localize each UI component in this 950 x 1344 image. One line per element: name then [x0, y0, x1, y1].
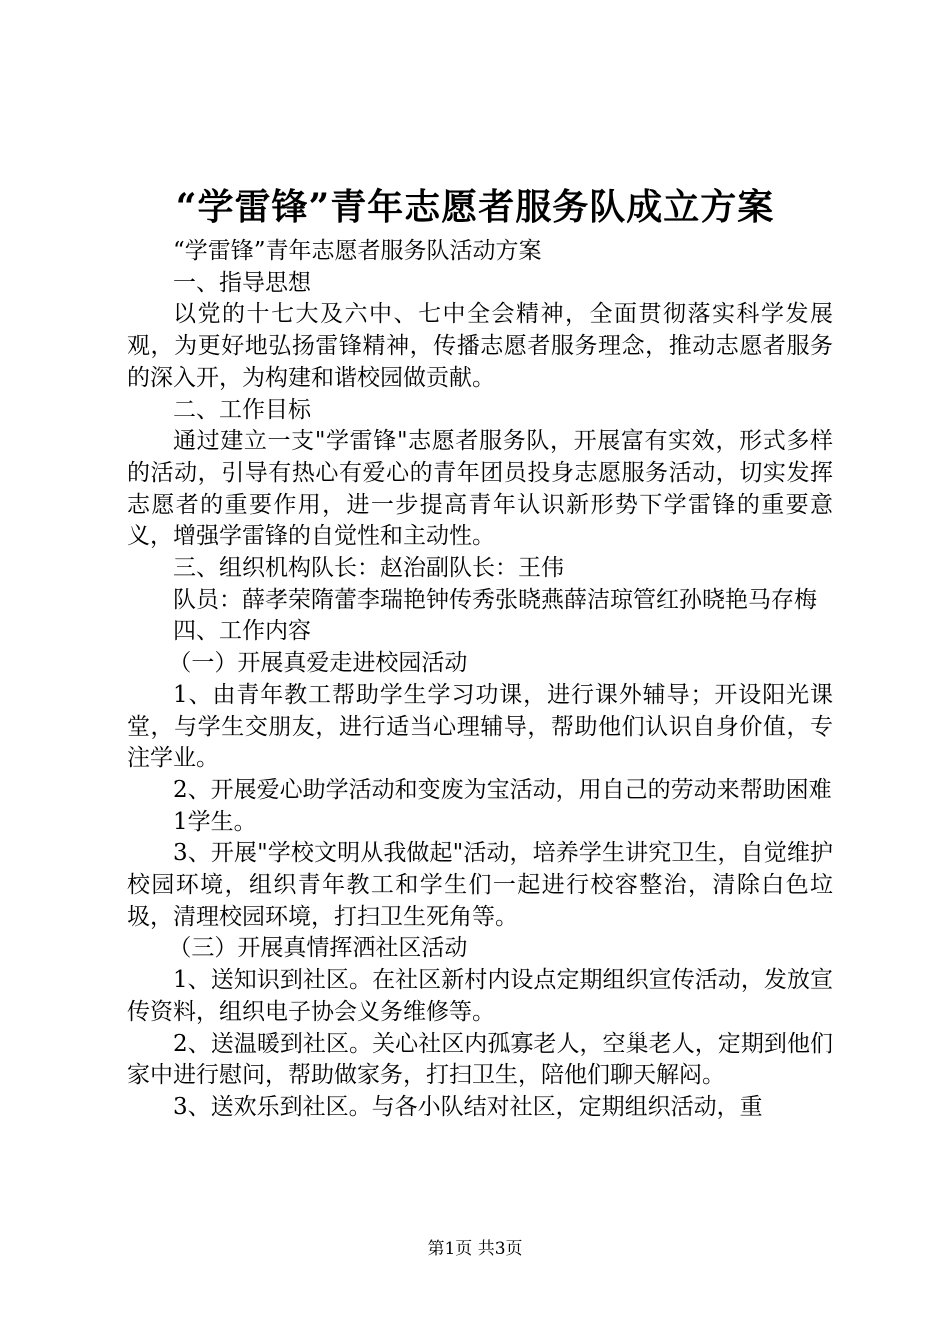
paragraph-community-item-3: 3、送欢乐到社区。与各小队结对社区，定期组织活动，重: [173, 1093, 763, 1120]
paragraph-community-item-1: 1、送知识到社区。在社区新村内设点定期组织宣传活动，发放宣传资料，组织电子协会义务维修等。: [127, 967, 833, 1025]
paragraph-campus-item-2: 2、开展爱心助学活动和变废为宝活动，用自己的劳动来帮助困难: [173, 776, 832, 803]
paragraph-community-item-2: 2、送温暖到社区。关心社区内孤寡老人，空巢老人，定期到他们家中进行慰问，帮助做家务，打扫卫生，陪他们聊天解闷。: [127, 1030, 833, 1089]
section-heading-work-goals: 二、工作目标: [173, 396, 311, 423]
paragraph-campus-item-2-continued: 1学生。: [173, 808, 257, 835]
page-number-footer: 第1页 共3页: [427, 1239, 523, 1259]
section-heading-organization: 三、组织机构队长：赵治副队长：王伟: [173, 555, 564, 582]
paragraph-campus-item-3: 3、开展"学校文明从我做起"活动，培养学生讲究卫生，自觉维护校园环境，组织青年教工和学生们一起进行校容整治，清除白色垃圾，清理校园环境，打扫卫生死角等。: [127, 840, 833, 930]
document-body: [127, 236, 833, 1124]
subsection-heading-campus: （一）开展真爱走进校园活动: [168, 650, 468, 677]
paragraph-work-goals: 通过建立一支"学雷锋"志愿者服务队，开展富有实效，形式多样的活动，引导有热心有爱心的青年团员投身志愿服务活动，切实发挥志愿者的重要作用，进一步提高青年认识新形势下学雷锋的重要意义，增强学雷锋的自觉性和主动性。: [127, 428, 833, 550]
section-heading-guiding-thought: 一、指导思想: [173, 269, 311, 296]
paragraph-activity-plan-heading: “学雷锋”青年志愿者服务队活动方案: [173, 238, 542, 264]
paragraph-team-members: 队员：薛孝荣隋蕾李瑞艳钟传秀张晓燕薛洁琼管红孙晓艳马存梅: [173, 586, 817, 613]
section-heading-work-content: 四、工作内容: [173, 618, 311, 645]
subsection-heading-community: （三）开展真情挥洒社区活动: [168, 935, 468, 962]
paragraph-campus-item-1: 1、由青年教工帮助学生学习功课，进行课外辅导；开设阳光课堂，与学生交朋友，进行适当心理辅导，帮助他们认识自身价值，专注学业。: [127, 681, 833, 772]
document-title: “学雷锋”青年志愿者服务队成立方案: [175, 186, 775, 228]
paragraph-guiding-thought: 以党的十七大及六中、七中全会精神，全面贯彻落实科学发展观，为更好地弘扬雷锋精神，传播志愿者服务理念，推动志愿者服务的深入开，为构建和谐校园做贡献。: [127, 301, 833, 391]
